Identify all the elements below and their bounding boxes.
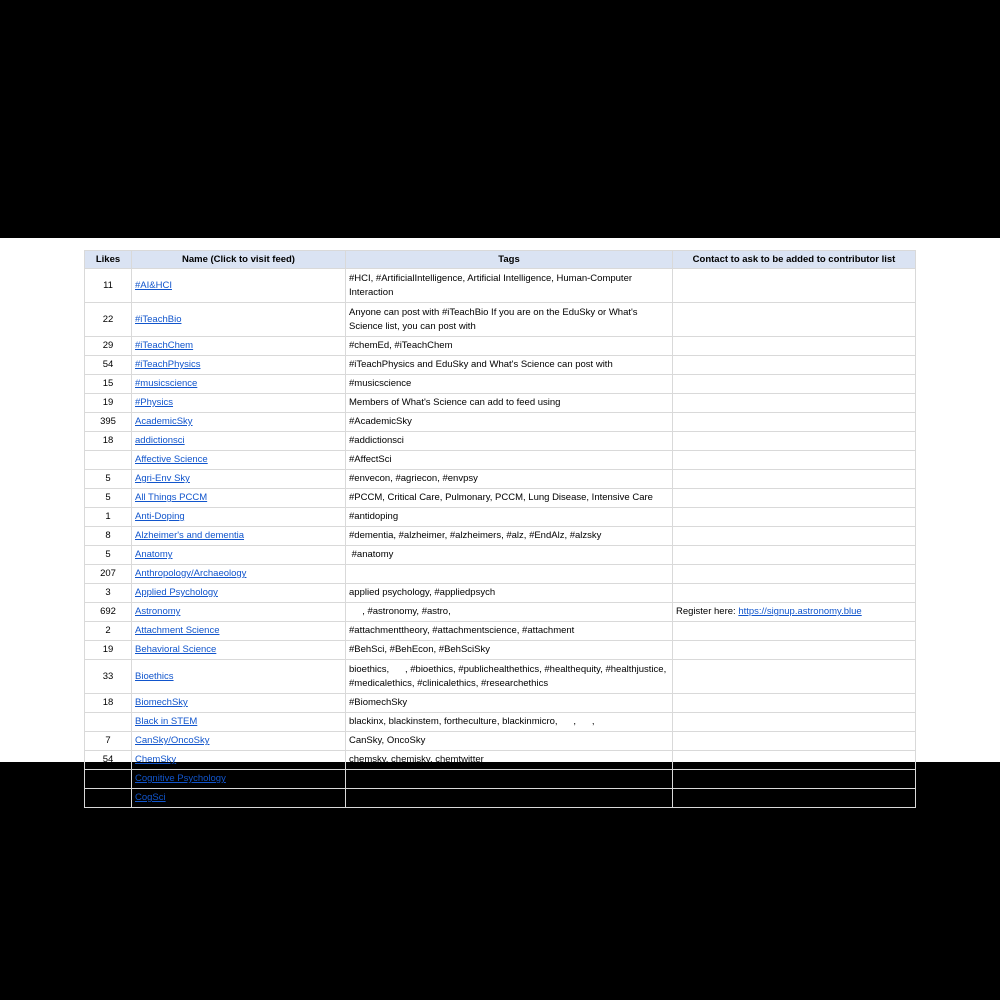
tags-cell: #chemEd, #iTeachChem — [346, 337, 673, 356]
feed-link[interactable]: AcademicSky — [135, 416, 193, 427]
table-body — [85, 269, 916, 808]
table-row — [85, 789, 916, 808]
table-row — [85, 451, 916, 470]
likes-cell: 3 — [85, 584, 132, 603]
feed-link[interactable]: Applied Psychology — [135, 587, 218, 598]
feed-link[interactable]: CanSky/OncoSky — [135, 735, 210, 746]
likes-cell: 19 — [85, 394, 132, 413]
name-cell — [132, 641, 346, 660]
contact-cell — [673, 413, 916, 432]
likes-cell: 1 — [85, 508, 132, 527]
likes-cell — [85, 451, 132, 470]
table-row — [85, 394, 916, 413]
name-cell — [132, 489, 346, 508]
likes-cell: 22 — [85, 303, 132, 337]
name-cell — [132, 713, 346, 732]
table-row — [85, 732, 916, 751]
tags-cell: applied psychology, #appliedpsych — [346, 584, 673, 603]
tags-cell: #musicscience — [346, 375, 673, 394]
tags-cell: Anyone can post with #iTeachBio If you are on the EduSky or What's Science list, you can post with — [346, 303, 673, 337]
contact-cell — [673, 508, 916, 527]
table-row — [85, 694, 916, 713]
likes-cell: 5 — [85, 546, 132, 565]
likes-cell: 18 — [85, 432, 132, 451]
tags-cell: chemsky, chemisky, chemtwitter — [346, 751, 673, 770]
likes-cell: 54 — [85, 751, 132, 770]
table-row — [85, 713, 916, 732]
tags-cell: #PCCM, Critical Care, Pulmonary, PCCM, Lung Disease, Intensive Care — [346, 489, 673, 508]
contact-cell — [673, 269, 916, 303]
spreadsheet-screenshot — [0, 238, 1000, 803]
table-row — [85, 660, 916, 694]
feeds-table — [84, 250, 916, 808]
feed-link[interactable]: Alzheimer's and dementia — [135, 530, 245, 541]
likes-cell: 5 — [85, 489, 132, 508]
header-name: Name (Click to visit feed) — [132, 251, 346, 269]
table-row — [85, 356, 916, 375]
contact-cell — [673, 470, 916, 489]
name-cell — [132, 356, 346, 375]
table-row — [85, 565, 916, 584]
table-row — [85, 432, 916, 451]
table-row — [85, 641, 916, 660]
feed-link[interactable]: Anthropology/Archaeology — [135, 568, 247, 579]
feed-link[interactable]: Black in STEM — [135, 716, 198, 727]
tags-cell: , #astronomy, #astro, — [346, 603, 673, 622]
header-contact: Contact to ask to be added to contributor list — [673, 251, 916, 269]
tags-cell: bioethics, , #bioethics, #publichealthethics, #healthequity, #healthjustice, #medicalethics, #clinicalethics, #researchethics — [346, 660, 673, 694]
name-cell — [132, 732, 346, 751]
contact-cell — [673, 489, 916, 508]
contact-cell — [673, 584, 916, 603]
feed-link[interactable]: Behavioral Science — [135, 644, 217, 655]
name-cell — [132, 694, 346, 713]
name-cell — [132, 470, 346, 489]
table-row — [85, 470, 916, 489]
contact-cell — [673, 527, 916, 546]
table-row — [85, 584, 916, 603]
name-cell — [132, 546, 346, 565]
table-row — [85, 375, 916, 394]
tags-cell: CanSky, OncoSky — [346, 732, 673, 751]
contact-cell — [673, 337, 916, 356]
header-row — [85, 251, 916, 269]
header-likes: Likes — [85, 251, 132, 269]
likes-cell: 15 — [85, 375, 132, 394]
contact-cell — [673, 713, 916, 732]
likes-cell: 692 — [85, 603, 132, 622]
contact-text: Register here: — [676, 606, 739, 617]
name-cell — [132, 394, 346, 413]
tags-cell: blackinx, blackinstem, fortheculture, blackinmicro, , , — [346, 713, 673, 732]
table-row — [85, 489, 916, 508]
likes-cell: 29 — [85, 337, 132, 356]
tags-cell: #iTeachPhysics and EduSky and What's Science can post with — [346, 356, 673, 375]
contact-cell — [673, 732, 916, 751]
tags-cell: #AcademicSky — [346, 413, 673, 432]
table-row — [85, 337, 916, 356]
name-cell — [132, 432, 346, 451]
feed-link[interactable]: Affective Science — [135, 454, 208, 465]
tags-cell: #CogSci — [346, 789, 673, 808]
tags-cell: #AffectSci — [346, 451, 673, 470]
likes-cell: 207 — [85, 565, 132, 584]
feed-link[interactable]: Bioethics — [135, 670, 174, 682]
likes-cell: 91 — [85, 770, 132, 789]
name-cell — [132, 375, 346, 394]
tags-cell: #attachmenttheory, #attachmentscience, #attachment — [346, 622, 673, 641]
name-cell — [132, 413, 346, 432]
table-row — [85, 303, 916, 337]
tags-cell: #BehSci, #BehEcon, #BehSciSky — [346, 641, 673, 660]
name-cell — [132, 660, 346, 694]
name-cell — [132, 770, 346, 789]
name-cell — [132, 584, 346, 603]
tags-cell: #envecon, #agriecon, #envpsy — [346, 470, 673, 489]
likes-cell: 11 — [85, 269, 132, 303]
contact-cell — [673, 394, 916, 413]
feed-link[interactable]: addictionsci — [135, 435, 185, 446]
tags-cell: #addictionsci — [346, 432, 673, 451]
name-cell — [132, 527, 346, 546]
table-row — [85, 770, 916, 789]
contact-cell — [673, 622, 916, 641]
table-row — [85, 751, 916, 770]
table-row — [85, 546, 916, 565]
contact-cell — [673, 641, 916, 660]
table-row — [85, 622, 916, 641]
likes-cell — [85, 713, 132, 732]
tags-cell: #HCI, #ArtificialIntelligence, Artificial Intelligence, Human-Computer Interaction — [346, 269, 673, 303]
likes-cell: 19 — [85, 641, 132, 660]
likes-cell: 54 — [85, 356, 132, 375]
likes-cell: 33 — [85, 660, 132, 694]
contact-cell — [673, 432, 916, 451]
contact-cell — [673, 451, 916, 470]
likes-cell: 18 — [85, 694, 132, 713]
table-row — [85, 269, 916, 303]
feed-link[interactable]: CogSci — [135, 792, 166, 803]
contact-cell — [673, 660, 916, 694]
name-cell — [132, 303, 346, 337]
feed-link[interactable]: ChemSky — [135, 754, 177, 765]
tags-cell: #BiomechSky — [346, 694, 673, 713]
tags-cell: #dementia, #alzheimer, #alzheimers, #alz, #EndAlz, #alzsky — [346, 527, 673, 546]
feed-link[interactable]: #AI&HCI — [135, 279, 172, 291]
feed-link[interactable]: Anatomy — [135, 549, 173, 560]
name-cell — [132, 337, 346, 356]
feed-link[interactable]: Attachment Science — [135, 625, 220, 636]
table-row — [85, 527, 916, 546]
name-cell — [132, 565, 346, 584]
name-cell — [132, 789, 346, 808]
feed-link[interactable]: #iTeachChem — [135, 340, 194, 351]
contact-cell — [673, 751, 916, 770]
feed-link[interactable]: Agri-Env Sky — [135, 473, 190, 484]
feed-link[interactable]: All Things PCCM — [135, 492, 208, 503]
likes-cell: 7 — [85, 732, 132, 751]
header-tags: Tags — [346, 251, 673, 269]
likes-cell: 2 — [85, 622, 132, 641]
signup-link[interactable]: https://signup.astronomy.blue — [738, 606, 862, 617]
contact-cell — [673, 603, 916, 622]
contact-cell — [673, 303, 916, 337]
contact-cell — [673, 694, 916, 713]
feed-link[interactable]: Astronomy — [135, 606, 181, 617]
tags-cell: Members of What's Science can add to feed using — [346, 394, 673, 413]
feed-link[interactable]: Cognitive Psychology — [135, 773, 226, 784]
feed-link[interactable]: #iTeachBio — [135, 313, 182, 325]
contact-cell — [673, 565, 916, 584]
likes-cell: 8 — [85, 527, 132, 546]
name-cell — [132, 508, 346, 527]
name-cell — [132, 622, 346, 641]
name-cell — [132, 451, 346, 470]
name-cell — [132, 603, 346, 622]
feed-link[interactable]: BiomechSky — [135, 697, 188, 708]
table-row — [85, 603, 916, 622]
table-row — [85, 508, 916, 527]
likes-cell: 27 — [85, 789, 132, 808]
feed-link[interactable]: #iTeachPhysics — [135, 359, 201, 370]
likes-cell: 5 — [85, 470, 132, 489]
tags-cell: #anatomy — [346, 546, 673, 565]
tags-cell: #antidoping — [346, 508, 673, 527]
name-cell — [132, 269, 346, 303]
tags-cell: #CogPsyc — [346, 770, 673, 789]
tags-cell — [346, 565, 673, 584]
contact-cell — [673, 770, 916, 789]
table-row — [85, 413, 916, 432]
contact-cell — [673, 356, 916, 375]
feed-link[interactable]: Anti-Doping — [135, 511, 185, 522]
likes-cell: 395 — [85, 413, 132, 432]
feed-link[interactable]: #Physics — [135, 397, 174, 408]
contact-cell — [673, 789, 916, 808]
contact-cell — [673, 546, 916, 565]
contact-cell — [673, 375, 916, 394]
feed-link[interactable]: #musicscience — [135, 378, 198, 389]
name-cell — [132, 751, 346, 770]
